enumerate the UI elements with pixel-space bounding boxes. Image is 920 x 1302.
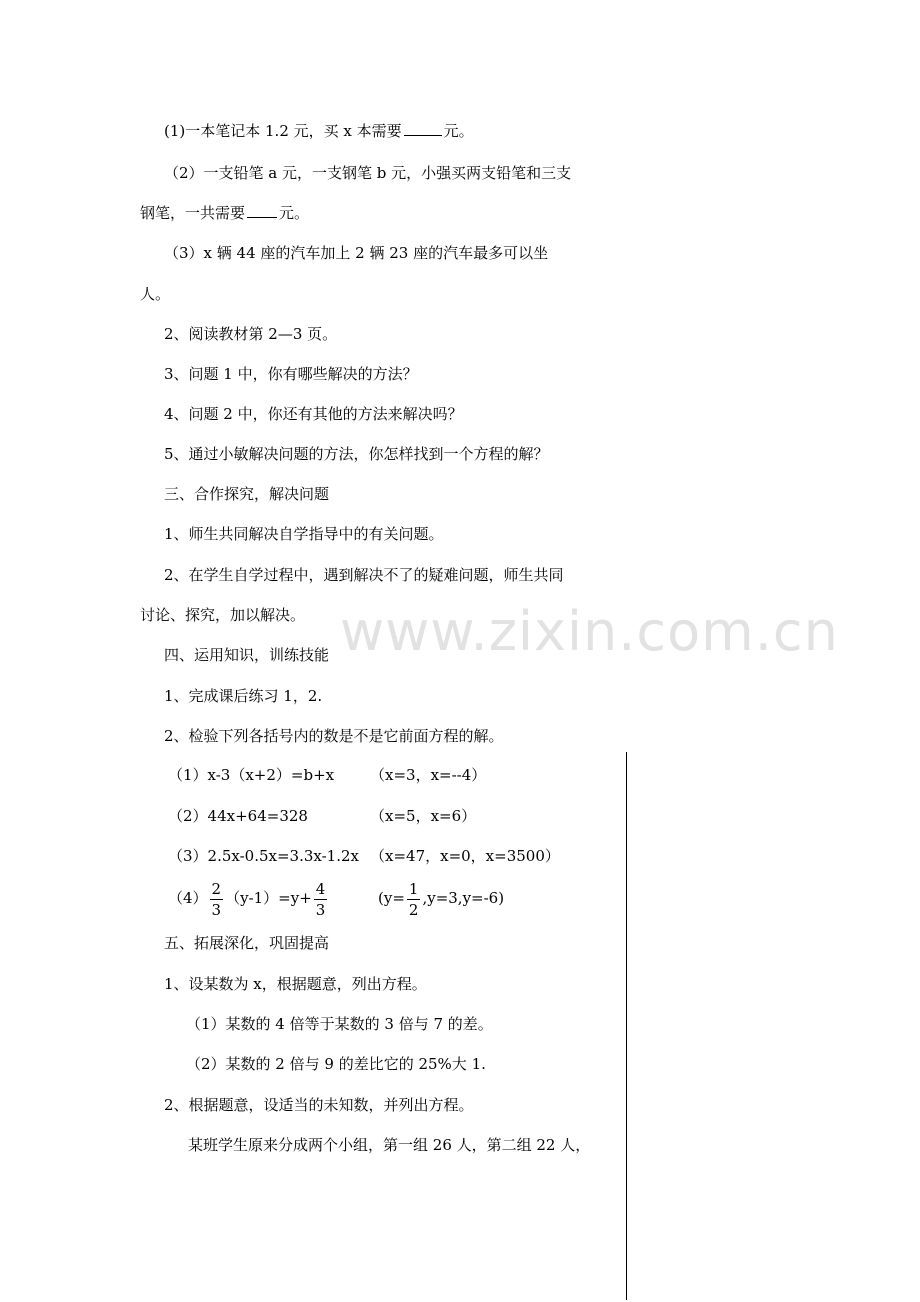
section-4-item-1: 1、完成课后练习 1，2. xyxy=(164,687,323,705)
question-1-text: (1)一本笔记本 1.2 元，买 x 本需要 xyxy=(164,122,402,140)
question-3-line: （3）x 辆 44 座的汽车加上 2 辆 23 座的汽车最多可以坐 xyxy=(164,244,549,262)
fraction-numerator: 1 xyxy=(408,879,419,898)
instruction-2: 2、阅读教材第 2—3 页。 xyxy=(164,325,338,343)
question-2-line: （2）一支铅笔 a 元，一支钢笔 b 元，小强买两支铅笔和三支 xyxy=(164,164,572,182)
candidates-prefix: (y= xyxy=(378,889,405,907)
equation-2: （2）44x+64=328 xyxy=(168,807,308,825)
fraction-denominator: 3 xyxy=(211,900,222,919)
answer-blank[interactable] xyxy=(404,121,442,136)
section-5-item-2: 2、根据题意，设适当的未知数，并列出方程。 xyxy=(164,1096,474,1114)
equation-4 xyxy=(168,878,329,920)
question-3-continued: 人。 xyxy=(140,285,171,303)
fraction-denominator: 3 xyxy=(315,900,326,919)
equation-2-candidates: （x=5，x=6） xyxy=(370,807,477,825)
equation-4-candidates xyxy=(378,878,504,920)
section-5-item-2-problem: 某班学生原来分成两个小组，第一组 26 人，第二组 22 人， xyxy=(188,1136,591,1154)
equation-3-candidates: （x=47，x=0，x=3500） xyxy=(370,847,560,865)
section-5-item-1-sub-1: （1）某数的 4 倍等于某数的 3 倍与 7 的差。 xyxy=(186,1015,493,1033)
section-5-item-1: 1、设某数为 x，根据题意，列出方程。 xyxy=(164,975,427,993)
section-3-item-1: 1、师生共同解决自学指导中的有关问题。 xyxy=(164,525,444,543)
section-3-item-2: 2、在学生自学过程中，遇到解决不了的疑难问题，师生共同 xyxy=(164,566,564,584)
equation-1: （1）x-3（x+2）=b+x xyxy=(168,766,335,784)
section-5-heading: 五、拓展深化，巩固提高 xyxy=(164,934,330,952)
instruction-4: 4、问题 2 中，你还有其他的方法来解决吗？ xyxy=(164,405,463,423)
fraction-denominator: 2 xyxy=(408,900,419,919)
candidates-suffix: ,y=3,y=-6) xyxy=(422,889,505,907)
fraction xyxy=(314,879,328,920)
answer-blank[interactable] xyxy=(247,203,277,218)
question-2-text: 钢笔，一共需要 xyxy=(140,204,246,222)
fraction-numerator: 2 xyxy=(211,879,222,898)
instruction-5: 5、通过小敏解决问题的方法，你怎样找到一个方程的解？ xyxy=(164,445,549,463)
equation-1-candidates: （x=3，x=--4） xyxy=(370,766,487,784)
section-4-heading: 四、运用知识，训练技能 xyxy=(164,646,330,664)
instruction-3: 3、问题 1 中，你有哪些解决的方法？ xyxy=(164,365,418,383)
equation-4-middle: （y-1）=y+ xyxy=(225,889,312,907)
section-5-item-1-sub-2: （2）某数的 2 倍与 9 的差比它的 25%大 1. xyxy=(186,1055,486,1073)
section-3-heading: 三、合作探究，解决问题 xyxy=(164,485,330,503)
fraction-numerator: 4 xyxy=(315,879,326,898)
question-1-line xyxy=(164,121,474,141)
fraction xyxy=(407,879,421,920)
question-2-continued xyxy=(140,203,309,223)
section-3-item-2-continued: 讨论、探究，加以解决。 xyxy=(140,606,306,624)
watermark: www.zixin.com.cn xyxy=(340,600,839,663)
vertical-rule xyxy=(626,752,627,1300)
question-1-suffix: 元。 xyxy=(443,122,474,140)
fraction xyxy=(210,879,224,920)
question-2-suffix: 元。 xyxy=(279,204,310,222)
section-4-item-2: 2、检验下列各括号内的数是不是它前面方程的解。 xyxy=(164,727,504,745)
equation-4-label: （4） xyxy=(168,889,208,907)
equation-3: （3）2.5x-0.5x=3.3x-1.2x xyxy=(168,847,359,865)
